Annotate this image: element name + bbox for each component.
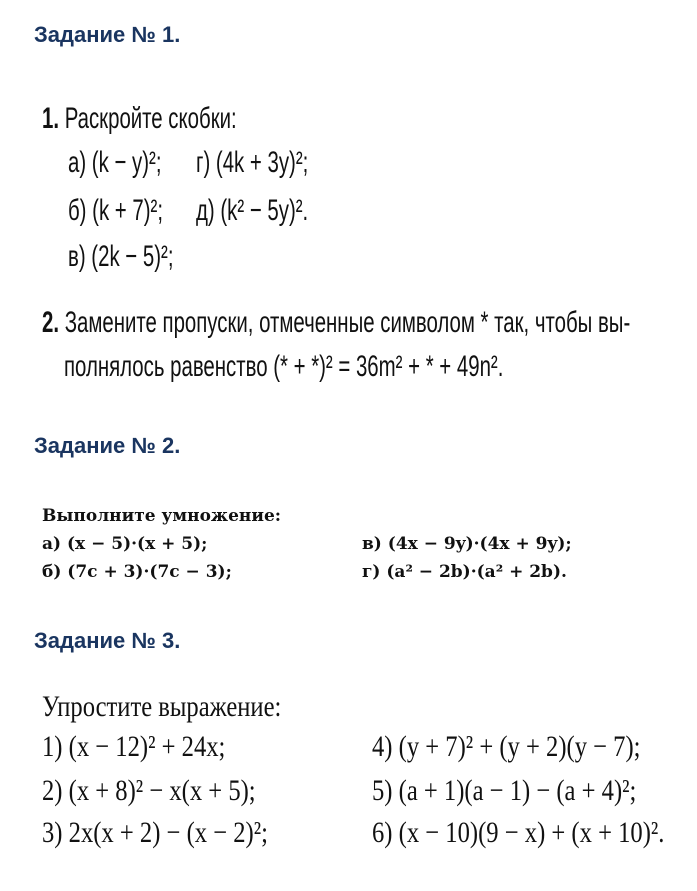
- task1-item-v: в) (2k − 5)²;: [68, 240, 174, 273]
- task1-item-d: д) (k² − 5y)².: [196, 194, 309, 227]
- task1-item-a: а) (k − y)²;: [68, 146, 162, 179]
- task3-expr-1: 1) (x − 12)² + 24x;: [42, 730, 226, 763]
- task2-item-b: б) (7c + 3)·(7c − 3);: [42, 562, 232, 582]
- task3-title: Упростите выражение:: [42, 690, 282, 723]
- task1-item-g: г) (4k + 3y)²;: [196, 146, 309, 179]
- task1-problem1-number: 1.: [42, 102, 60, 135]
- task1-problem2-line2: полнялось равенство (* + *)² = 36m² + * + 49n².: [64, 350, 504, 383]
- task3-expr-4: 4) (y + 7)² + (y + 2)(y − 7);: [372, 730, 641, 763]
- task1-problem2-number: 2.: [42, 306, 60, 339]
- task3-expr-2: 2) (x + 8)² − x(x + 5);: [42, 774, 256, 807]
- task2-item-v: в) (4x − 9y)·(4x + 9y);: [362, 534, 572, 554]
- task2-image-block: [32, 500, 664, 592]
- task2-item-a: а) (x − 5)·(x + 5);: [42, 534, 208, 554]
- task1-image-block: [30, 88, 658, 396]
- task1-item-b: б) (k + 7)²;: [68, 194, 163, 227]
- task3-image-block: [32, 688, 664, 858]
- section-title-1: Задание № 1.: [34, 22, 181, 47]
- section-title-3: Задание № 3.: [34, 628, 181, 653]
- task3-expr-5: 5) (a + 1)(a − 1) − (a + 4)²;: [372, 774, 637, 807]
- task1-problem2-text1: Замените пропуски, отмеченные символом * так, чтобы вы-: [64, 306, 631, 339]
- task1-problem2-line1: [42, 306, 630, 340]
- task3-expr-3: 3) 2x(x + 2) − (x − 2)²;: [42, 816, 268, 849]
- task1-problem1-heading: [42, 102, 237, 136]
- task1-problem1-title: Раскройте скобки:: [64, 102, 237, 135]
- task2-title: Выполните умножение:: [42, 506, 282, 526]
- task3-expr-6: 6) (x − 10)(9 − x) + (x + 10)².: [372, 816, 665, 849]
- section-title-2: Задание № 2.: [34, 433, 181, 458]
- task2-item-g: г) (a² − 2b)·(a² + 2b).: [362, 562, 567, 582]
